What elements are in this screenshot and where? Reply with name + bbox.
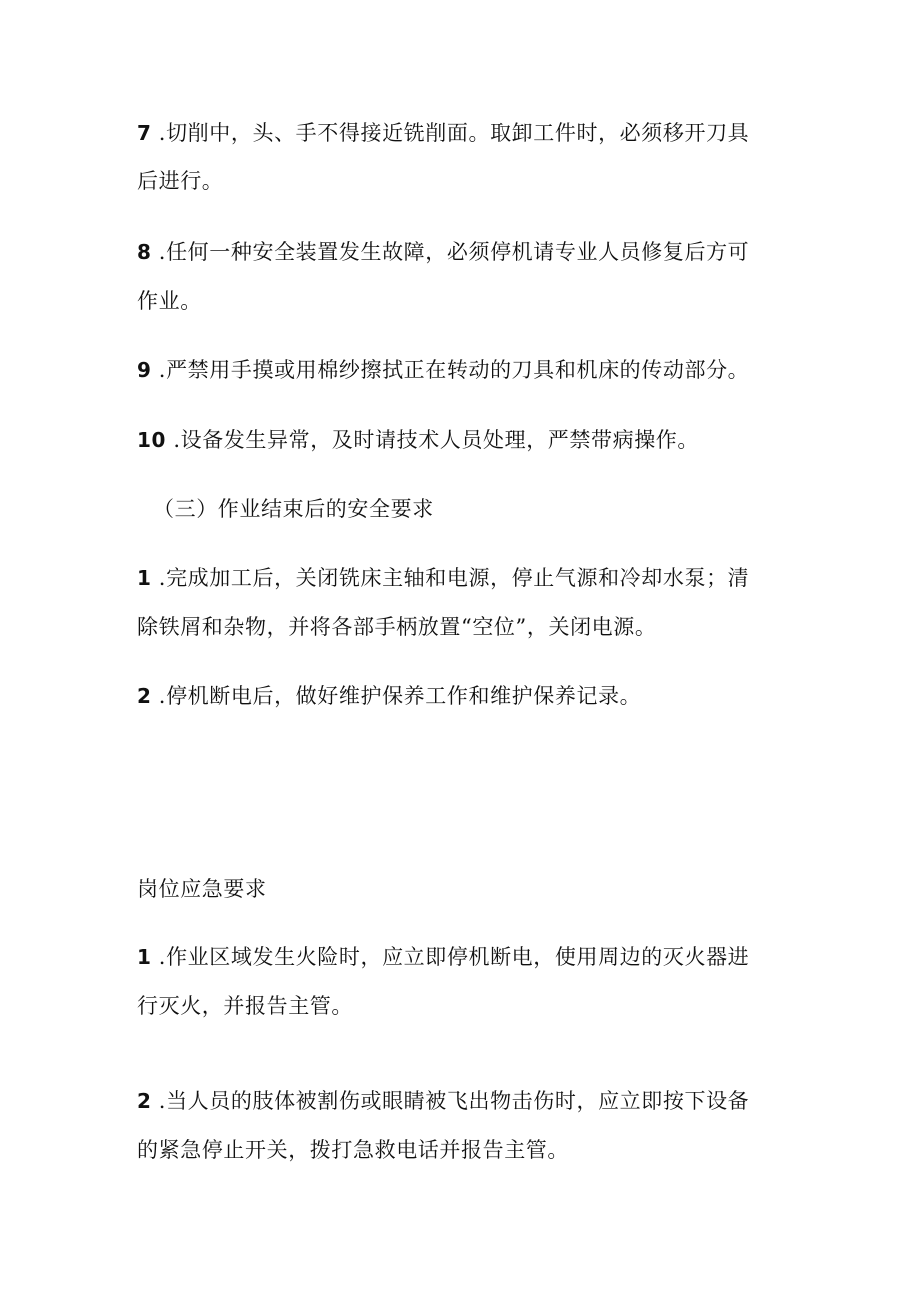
item-number: 1 [137,566,152,590]
item-7-line-2: 后进行。 [137,169,224,193]
emergency-heading: 岗位应急要求 [137,877,267,901]
emergency-item-1-line-2: 行灭火，并报告主管。 [137,994,353,1018]
item-number: 10 [137,428,167,452]
item-number: 2 [137,684,152,708]
item-number: 8 [137,240,152,264]
emergency-item-1-line-1 [137,942,749,972]
item-text: .完成加工后，关闭铣床主轴和电源，停止气源和冷却水泵；清 [151,566,750,590]
item-number: 1 [137,945,152,969]
item-7-line-1 [137,118,749,148]
item-number: 7 [137,121,152,145]
emergency-item-2-line-1 [137,1086,749,1116]
item-10-line-1 [137,425,699,455]
section-heading: （三）作业结束后的安全要求 [153,497,434,521]
item-text: .设备发生异常，及时请技术人员处理，严禁带病操作。 [166,428,699,452]
item-text: .当人员的肢体被割伤或眼睛被飞出物击伤时，应立即按下设备 [151,1089,750,1113]
item-9-line-1 [137,355,749,385]
item-text: .任何一种安全装置发生故障，必须停机请专业人员修复后方可 [151,240,750,264]
item-number: 9 [137,358,152,382]
item-8-line-1 [137,237,749,267]
item-number: 2 [137,1089,152,1113]
emergency-item-2-line-2: 的紧急停止开关，拨打急救电话并报告主管。 [137,1138,569,1162]
section3-item-1-line-2: 除铁屑和杂物，并将各部手柄放置“空位”，关闭电源。 [137,615,657,639]
item-8-line-2: 作业。 [137,289,202,313]
item-text: .切削中，头、手不得接近铣削面。取卸工件时，必须移开刀具 [151,121,750,145]
section3-item-1-line-1 [137,563,749,593]
item-text: .停机断电后，做好维护保养工作和维护保养记录。 [151,684,642,708]
item-text: .严禁用手摸或用棉纱擦拭正在转动的刀具和机床的传动部分。 [151,358,750,382]
item-text: .作业区域发生火险时，应立即停机断电，使用周边的灭火器进 [151,945,750,969]
section3-item-2-line-1 [137,681,641,711]
